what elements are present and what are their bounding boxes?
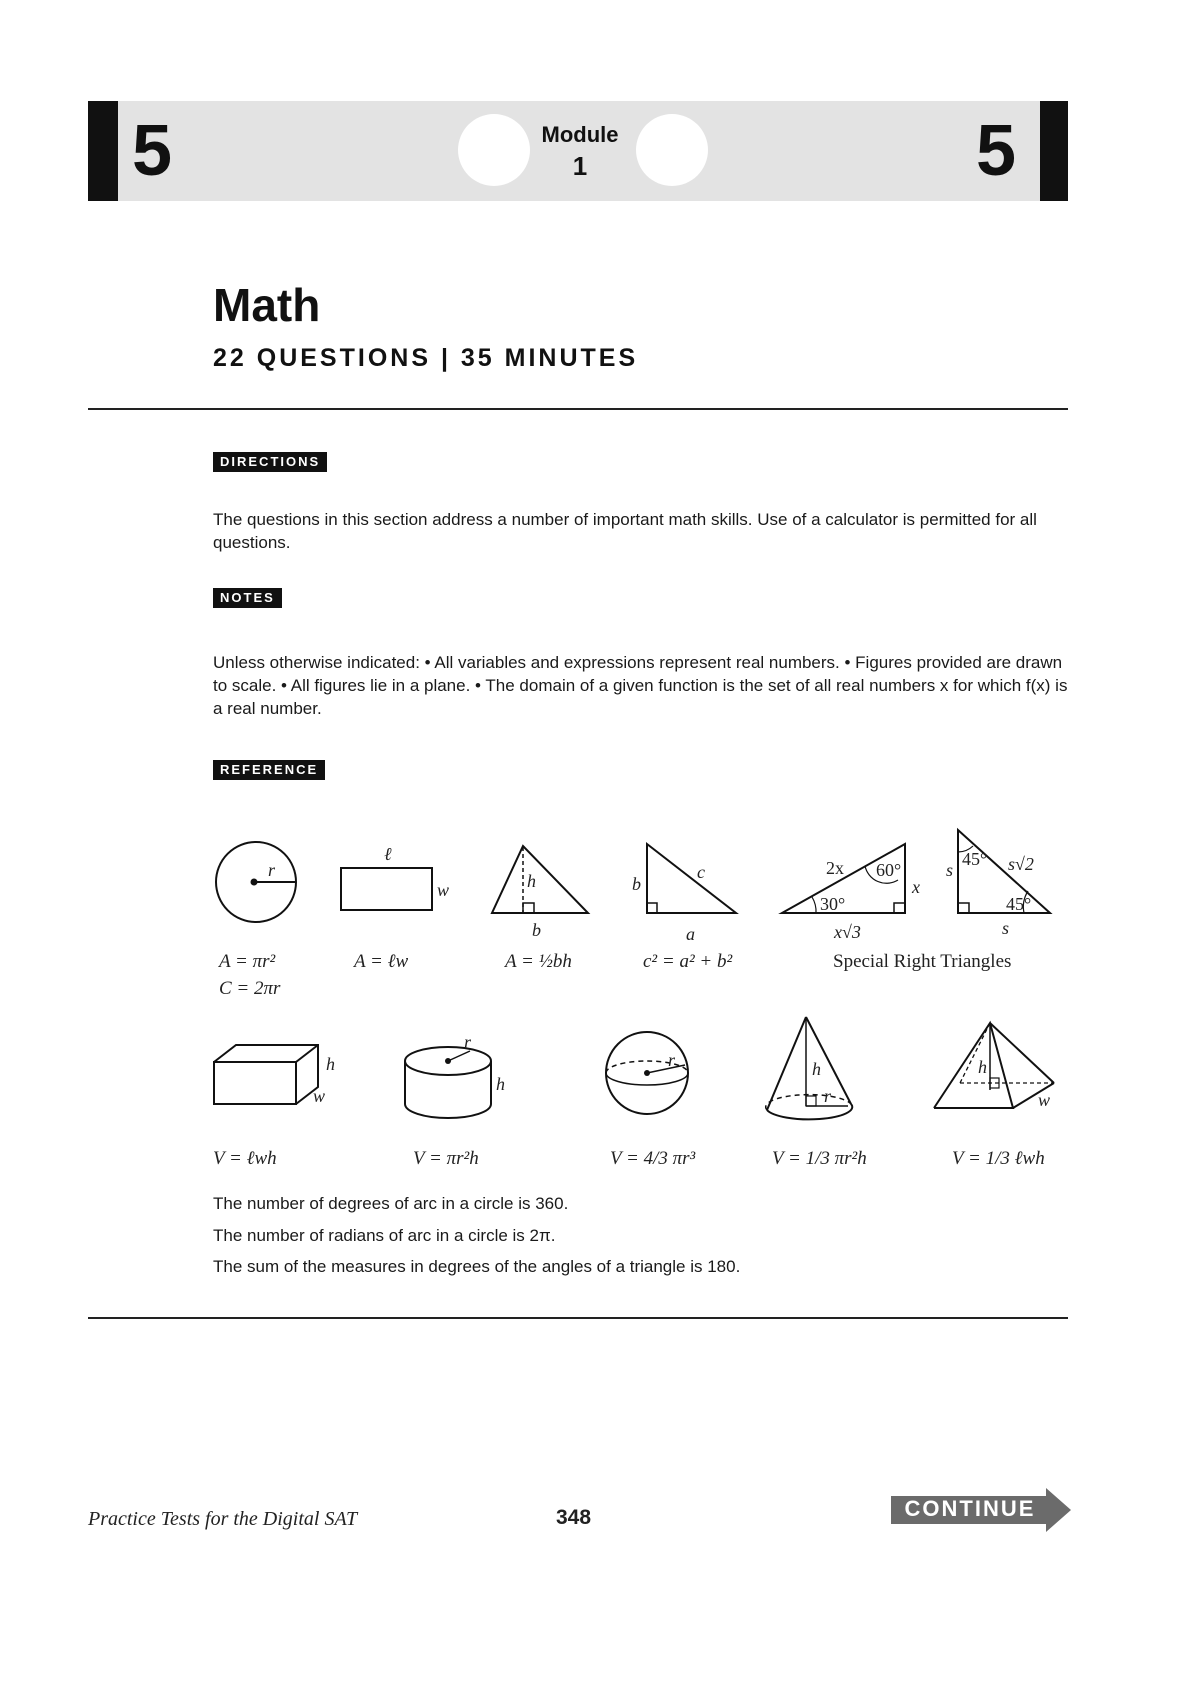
pyramid-h-label: h (978, 1057, 987, 1077)
sphere-r-label: r (668, 1050, 676, 1070)
fact-triangle-angles: The sum of the measures in degrees of the angles of a triangle is 180. (213, 1257, 741, 1276)
circle-area-formula: A = πr² (219, 951, 276, 972)
page-title: Math (213, 279, 321, 331)
page-number: 348 (556, 1506, 592, 1529)
continue-label: CONTINUE (904, 1496, 1036, 1521)
divider-bottom (88, 1317, 1068, 1319)
cylinder-volume-formula: V = πr²h (413, 1148, 479, 1169)
fact-degrees: The number of degrees of arc in a circle is 360. (213, 1194, 569, 1213)
rect-l-label: ℓ (384, 844, 392, 864)
pyramid-volume-formula: V = 1/3 ℓwh (952, 1148, 1045, 1169)
cone-h-label: h (812, 1059, 821, 1079)
special-triangles-caption: Special Right Triangles (833, 951, 1012, 972)
triangle-figure (492, 846, 588, 913)
special45-right-angle-label: 45° (1006, 894, 1032, 914)
rect-w-label: w (437, 880, 450, 900)
section-number-right: 5 (976, 111, 1017, 191)
directions-text: The questions in this section address a number of important math skills. Use of a calculator is permitted for all questions. (213, 510, 1037, 552)
special-hyp-label: 2x (826, 858, 844, 878)
triangle-45-45-90-figure (958, 830, 1050, 913)
right-tri-a-label: a (686, 924, 695, 944)
rectangle-area-formula: A = ℓw (354, 951, 409, 972)
circle-circumference-formula: C = 2πr (219, 978, 281, 999)
box-figure (214, 1045, 318, 1104)
right-tri-c-label: c (697, 862, 705, 882)
special-x-label: x (912, 877, 920, 897)
cone-figure (766, 1017, 853, 1119)
special-30-label: 30° (820, 894, 846, 914)
box-volume-formula: V = ℓwh (213, 1148, 277, 1169)
special45-s-label: s (946, 860, 954, 880)
right-tri-b-label: b (632, 874, 641, 894)
pythagorean-formula: c² = a² + b² (643, 951, 733, 972)
notes-label: NOTES (213, 588, 282, 608)
module-number: 1 (572, 151, 588, 181)
triangle-h-label: h (527, 871, 536, 891)
cone-r-label: r (824, 1086, 832, 1106)
cylinder-r-label: r (464, 1032, 472, 1052)
box-w-label: w (313, 1086, 326, 1106)
triangle-b-label: b (532, 920, 541, 940)
special45-top-angle-label: 45° (962, 849, 988, 869)
section-number-left: 5 (132, 111, 173, 191)
special45-bottom-label: s (1002, 918, 1010, 938)
directions-label: DIRECTIONS (213, 452, 327, 472)
cylinder-h-label: h (496, 1074, 505, 1094)
right-triangle-figure (647, 844, 736, 913)
rectangle-figure (341, 868, 432, 910)
reference-label: REFERENCE (213, 760, 325, 780)
module-label: Module (541, 122, 619, 147)
page-subtitle: 22 QUESTIONS | 35 MINUTES (213, 344, 639, 372)
sphere-volume-formula: V = 4/3 πr³ (610, 1148, 696, 1169)
notes-text: Unless otherwise indicated: • All variables and expressions represent real numbers. • Figures provided are drawn to scale. • All figures lie in a plane. • The domain of a given function is the set of all real numbers x for which f(x) is a real number. (213, 653, 1068, 718)
special-xroot3-label: x√3 (834, 922, 861, 942)
cylinder-figure (405, 1047, 491, 1118)
circle-r-label: r (268, 860, 276, 880)
book-title: Practice Tests for the Digital SAT (88, 1508, 358, 1530)
fact-radians: The number of radians of arc in a circle is 2π. (213, 1226, 556, 1245)
box-h-label: h (326, 1054, 335, 1074)
pyramid-w-label: w (1038, 1090, 1051, 1110)
cone-volume-formula: V = 1/3 πr²h (772, 1148, 867, 1169)
special45-hyp-label: s√2 (1008, 854, 1034, 874)
special-60-label: 60° (876, 860, 902, 880)
triangle-area-formula: A = ½bh (505, 951, 572, 972)
pyramid-figure (934, 1023, 1054, 1108)
